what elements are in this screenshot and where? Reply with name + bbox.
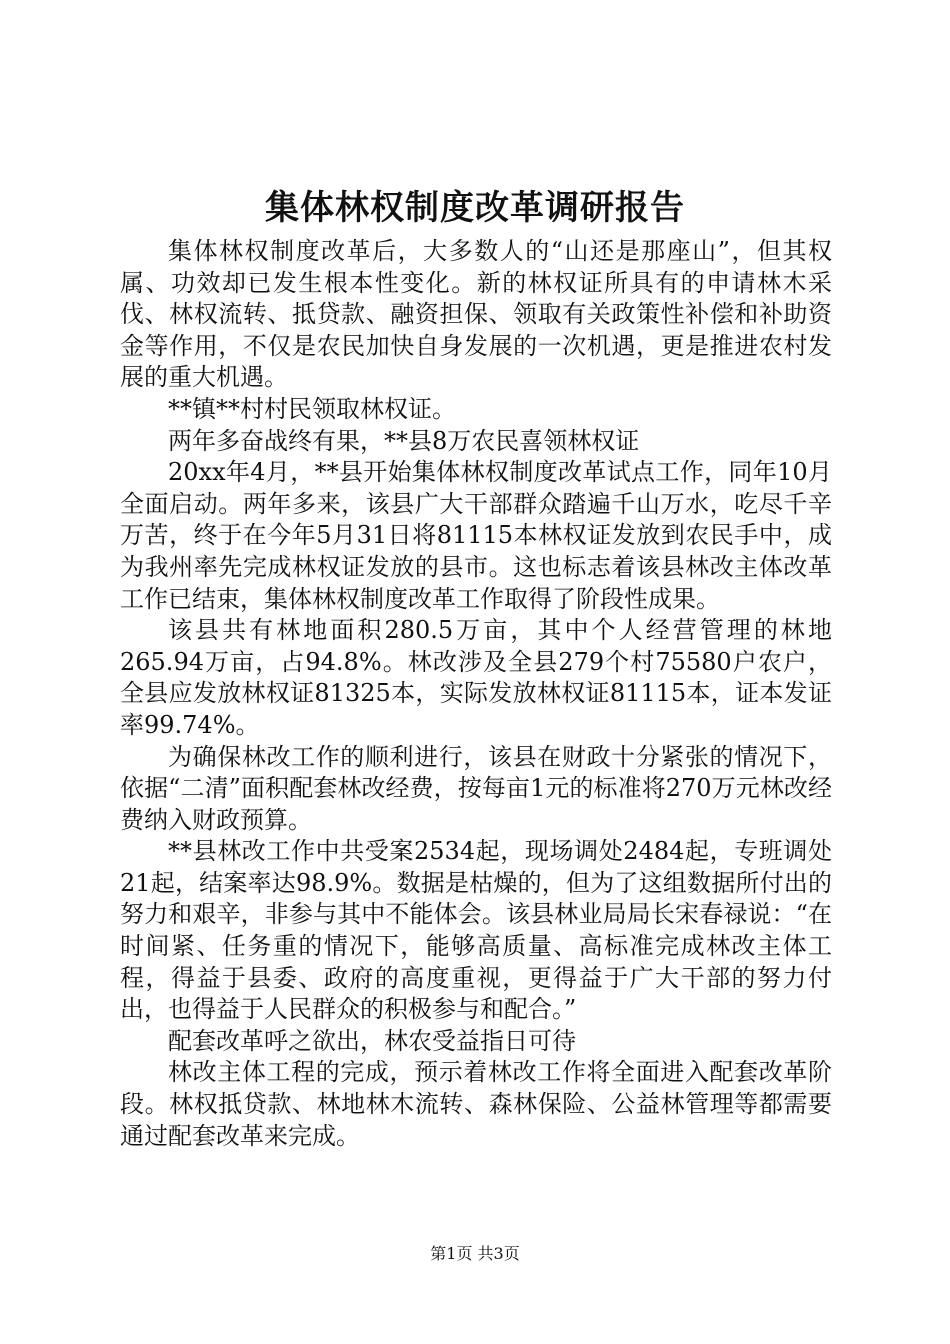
paragraph: **县林改工作中共受案2534起，现场调处2484起，专班调处21起，结案率达98.9%。数据是枯燥的，但为了这组数据所付出的努力和艰辛，非参与其中不能体会。该县林业局局长宋春禄说：“在时间紧、任务重的情况下，能够高质量、高标准完成林改主体工程，得益于县委、政府的高度重视，更得益于广大干部的努力付出，也得益于人民群众的积极参与和配合。” (120, 837, 832, 1024)
paragraph: 林改主体工程的完成，预示着林改工作将全面进入配套改革阶段。林权抵贷款、林地林木流转、森林保险、公益林管理等都需要通过配套改革来完成。 (120, 1058, 832, 1150)
paragraph: 为确保林改工作的顺利进行，该县在财政十分紧张的情况下，依据“二清”面积配套林改经费，按每亩1元的标准将270万元林改经费纳入财政预算。 (120, 742, 832, 834)
document-body (120, 236, 832, 1152)
paragraph: 20xx年4月，**县开始集体林权制度改革试点工作，同年10月全面启动。两年多来，该县广大干部群众踏遍千山万水，吃尽千辛万苦，终于在今年5月31日将81115本林权证发放到农民手中，成为我州率先完成林权证发放的县市。这也标志着该县林改主体改革工作已结束，集体林权制度改革工作取得了阶段性成果。 (120, 458, 832, 613)
paragraph: 该县共有林地面积280.5万亩，其中个人经营管理的林地265.94万亩，占94.8%。林改涉及全县279个村75580户农户，全县应发放林权证81325本，实际发放林权证81115本，证本发证率99.74%。 (120, 616, 832, 739)
paragraph: 集体林权制度改革后，大多数人的“山还是那座山”，但其权属、功效却已发生根本性变化。新的林权证所具有的申请林木采伐、林权流转、抵贷款、融资担保、领取有关政策性补偿和补助资金等作用，不仅是农民加快自身发展的一次机遇，更是推进农村发展的重大机遇。 (120, 237, 832, 392)
paragraph: **镇**村村民领取林权证。 (168, 394, 456, 423)
paragraph: 配套改革呼之欲出，林农受益指日可待 (168, 1026, 576, 1055)
paragraph: 两年多奋战终有果，**县8万农民喜领林权证 (168, 426, 640, 455)
document-title: 集体林权制度改革调研报告 (265, 188, 685, 228)
page-footer: 第1页 共3页 (430, 1244, 520, 1263)
